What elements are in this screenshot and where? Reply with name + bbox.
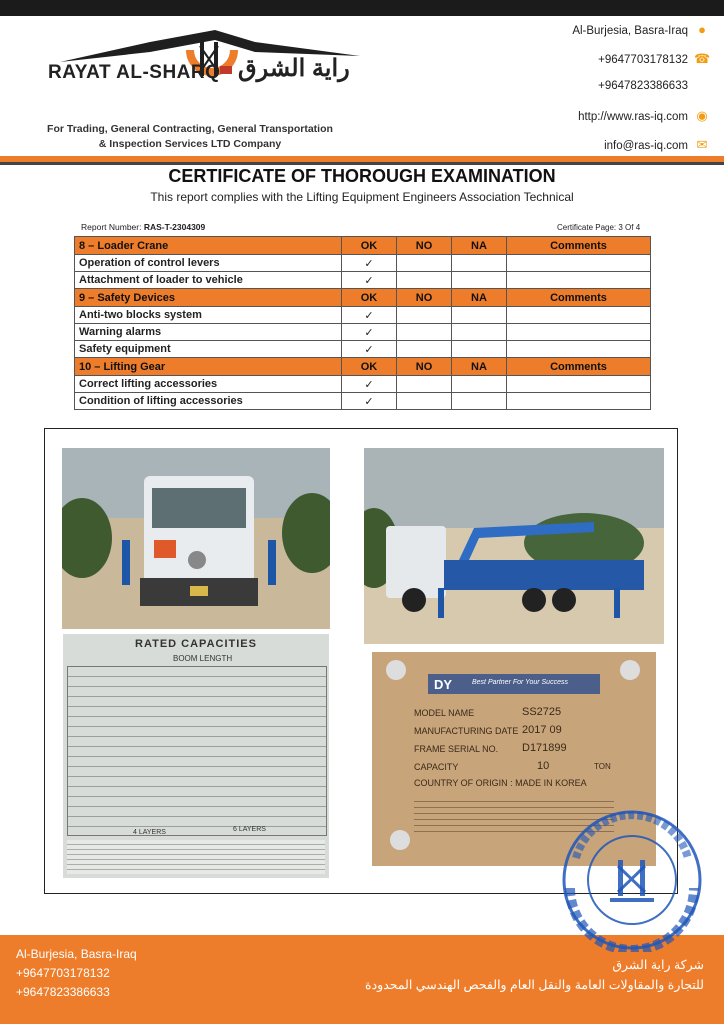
section-header-row xyxy=(75,237,651,255)
certificate-page: Certificate Page: 3 Of 4 xyxy=(557,223,641,232)
plate-tagline: Best Partner For Your Success xyxy=(472,679,568,686)
section-title: 10 – Lifting Gear xyxy=(75,358,342,376)
plate-model-label: MODEL NAME xyxy=(414,708,475,718)
company-line-1: For Trading, General Contracting, General Transportation xyxy=(47,123,333,135)
truck-front-photo xyxy=(62,448,330,629)
na-cell xyxy=(452,307,507,324)
comments-cell xyxy=(507,393,651,410)
truck-side-photo xyxy=(364,448,664,644)
six-layers-label: 6 LAYERS xyxy=(233,826,266,833)
no-cell xyxy=(397,376,452,393)
logo-text-ar: راية الشرق xyxy=(238,55,350,82)
ok-check: ✓ xyxy=(342,255,397,272)
plate-serial-value: D171899 xyxy=(522,742,567,754)
email-icon: ✉ xyxy=(696,137,708,152)
company-stamp xyxy=(560,808,704,952)
na-cell xyxy=(452,376,507,393)
item-label: Attachment of loader to vehicle xyxy=(75,272,342,289)
col-ok-header: OK xyxy=(342,358,397,376)
table-row xyxy=(75,324,651,341)
email-link[interactable]: info@ras-iq.com xyxy=(604,140,688,152)
certificate-subtitle: This report complies with the Lifting Equipment Engineers Association Technical xyxy=(150,190,574,204)
header-divider-grey xyxy=(0,162,724,165)
no-cell xyxy=(397,307,452,324)
plate-mfg-label: MANUFACTURING DATE xyxy=(414,726,519,736)
globe-icon: ◉ xyxy=(696,108,708,123)
plate-brand-bar xyxy=(428,674,600,694)
ok-check: ✓ xyxy=(342,376,397,393)
na-cell xyxy=(452,341,507,358)
comments-cell xyxy=(507,307,651,324)
item-label: Condition of lifting accessories xyxy=(75,393,342,410)
notes-text-image xyxy=(67,840,325,874)
certificate-title: CERTIFICATE OF THOROUGH EXAMINATION xyxy=(168,166,556,186)
comments-cell xyxy=(507,255,651,272)
contact-phone-2-text: +9647823386633 xyxy=(598,80,688,92)
report-number-label: Report Number: xyxy=(81,222,142,232)
footer-address: Al-Burjesia, Basra-Iraq xyxy=(16,947,137,961)
report-number xyxy=(81,222,205,232)
ok-check: ✓ xyxy=(342,324,397,341)
comments-cell xyxy=(507,341,651,358)
rated-capacities-title: RATED CAPACITIES xyxy=(135,638,257,650)
col-na-header: NA xyxy=(452,289,507,307)
ok-check: ✓ xyxy=(342,393,397,410)
rated-capacities-photo xyxy=(63,634,329,878)
plate-capacity-label: CAPACITY xyxy=(414,762,459,772)
no-cell xyxy=(397,324,452,341)
table-row xyxy=(75,307,651,324)
item-label: Anti-two blocks system xyxy=(75,307,342,324)
col-na-header: NA xyxy=(452,358,507,376)
plate-ton-unit: TON xyxy=(594,762,611,771)
examination-table xyxy=(74,236,651,410)
col-ok-header: OK xyxy=(342,289,397,307)
table-row xyxy=(75,272,651,289)
table-row xyxy=(75,393,651,410)
na-cell xyxy=(452,272,507,289)
col-ok-header: OK xyxy=(342,237,397,255)
capacity-table-image xyxy=(67,666,327,836)
plate-serial-label: FRAME SERIAL NO. xyxy=(414,744,499,754)
ok-check: ✓ xyxy=(342,307,397,324)
dy-logo: DY xyxy=(434,677,453,692)
col-comments-header: Comments xyxy=(507,237,651,255)
section-header-row xyxy=(75,289,651,307)
col-na-header: NA xyxy=(452,237,507,255)
ok-check: ✓ xyxy=(342,272,397,289)
location-pin-icon: ● xyxy=(698,22,706,37)
section-title: 8 – Loader Crane xyxy=(75,237,342,255)
item-label: Correct lifting accessories xyxy=(75,376,342,393)
contact-email[interactable] xyxy=(460,137,710,153)
website-link[interactable]: http://www.ras-iq.com xyxy=(578,111,688,123)
no-cell xyxy=(397,341,452,358)
logo-text-en: RAYAT AL-SHARQ xyxy=(48,62,221,83)
col-comments-header: Comments xyxy=(507,358,651,376)
report-number-value: RAS-T-2304309 xyxy=(143,222,206,232)
na-cell xyxy=(452,324,507,341)
table-row xyxy=(75,376,651,393)
no-cell xyxy=(397,393,452,410)
col-no-header: NO xyxy=(397,237,452,255)
ok-check: ✓ xyxy=(342,341,397,358)
plate-mfg-value: 2017 09 xyxy=(522,724,562,736)
boom-length-label: BOOM LENGTH xyxy=(173,654,233,663)
plate-rivet xyxy=(386,660,406,680)
item-label: Safety equipment xyxy=(75,341,342,358)
plate-origin: COUNTRY OF ORIGIN : MADE IN KOREA xyxy=(414,778,587,788)
na-cell xyxy=(452,393,507,410)
contact-phone-1 xyxy=(460,51,710,67)
col-no-header: NO xyxy=(397,289,452,307)
footer-phone-1: +9647703178132 xyxy=(16,966,110,980)
footer-phone-2: +9647823386633 xyxy=(16,985,110,999)
section-title: 9 – Safety Devices xyxy=(75,289,342,307)
section-header-row xyxy=(75,358,651,376)
plate-rivet xyxy=(390,830,410,850)
plate-rivet xyxy=(620,660,640,680)
item-label: Operation of control levers xyxy=(75,255,342,272)
comments-cell xyxy=(507,376,651,393)
no-cell xyxy=(397,255,452,272)
contact-phone-2 xyxy=(460,80,710,92)
table-row xyxy=(75,341,651,358)
contact-phone-1-text: +9647703178132 xyxy=(598,54,688,66)
footer-company-desc-ar: للتجارة والمقاولات العامة والنقل العام والفحص الهندسي المحدودة xyxy=(365,978,704,992)
company-line-2: & Inspection Services LTD Company xyxy=(98,138,282,150)
col-no-header: NO xyxy=(397,358,452,376)
top-bar xyxy=(0,0,724,16)
comments-cell xyxy=(507,272,651,289)
footer-company-name-ar: شركة راية الشرق xyxy=(612,958,704,972)
table-row xyxy=(75,255,651,272)
plate-model-value: SS2725 xyxy=(522,706,562,718)
plate-capacity-value: 10 xyxy=(537,760,550,772)
no-cell xyxy=(397,272,452,289)
col-comments-header: Comments xyxy=(507,289,651,307)
company-description xyxy=(40,122,340,152)
phone-icon: ☎ xyxy=(694,51,711,66)
comments-cell xyxy=(507,324,651,341)
contact-address xyxy=(460,22,710,37)
contact-website[interactable] xyxy=(460,108,710,124)
na-cell xyxy=(452,255,507,272)
contact-address-text: Al-Burjesia, Basra-Iraq xyxy=(572,25,688,37)
four-layers-label: 4 LAYERS xyxy=(133,829,166,836)
item-label: Warning alarms xyxy=(75,324,342,341)
